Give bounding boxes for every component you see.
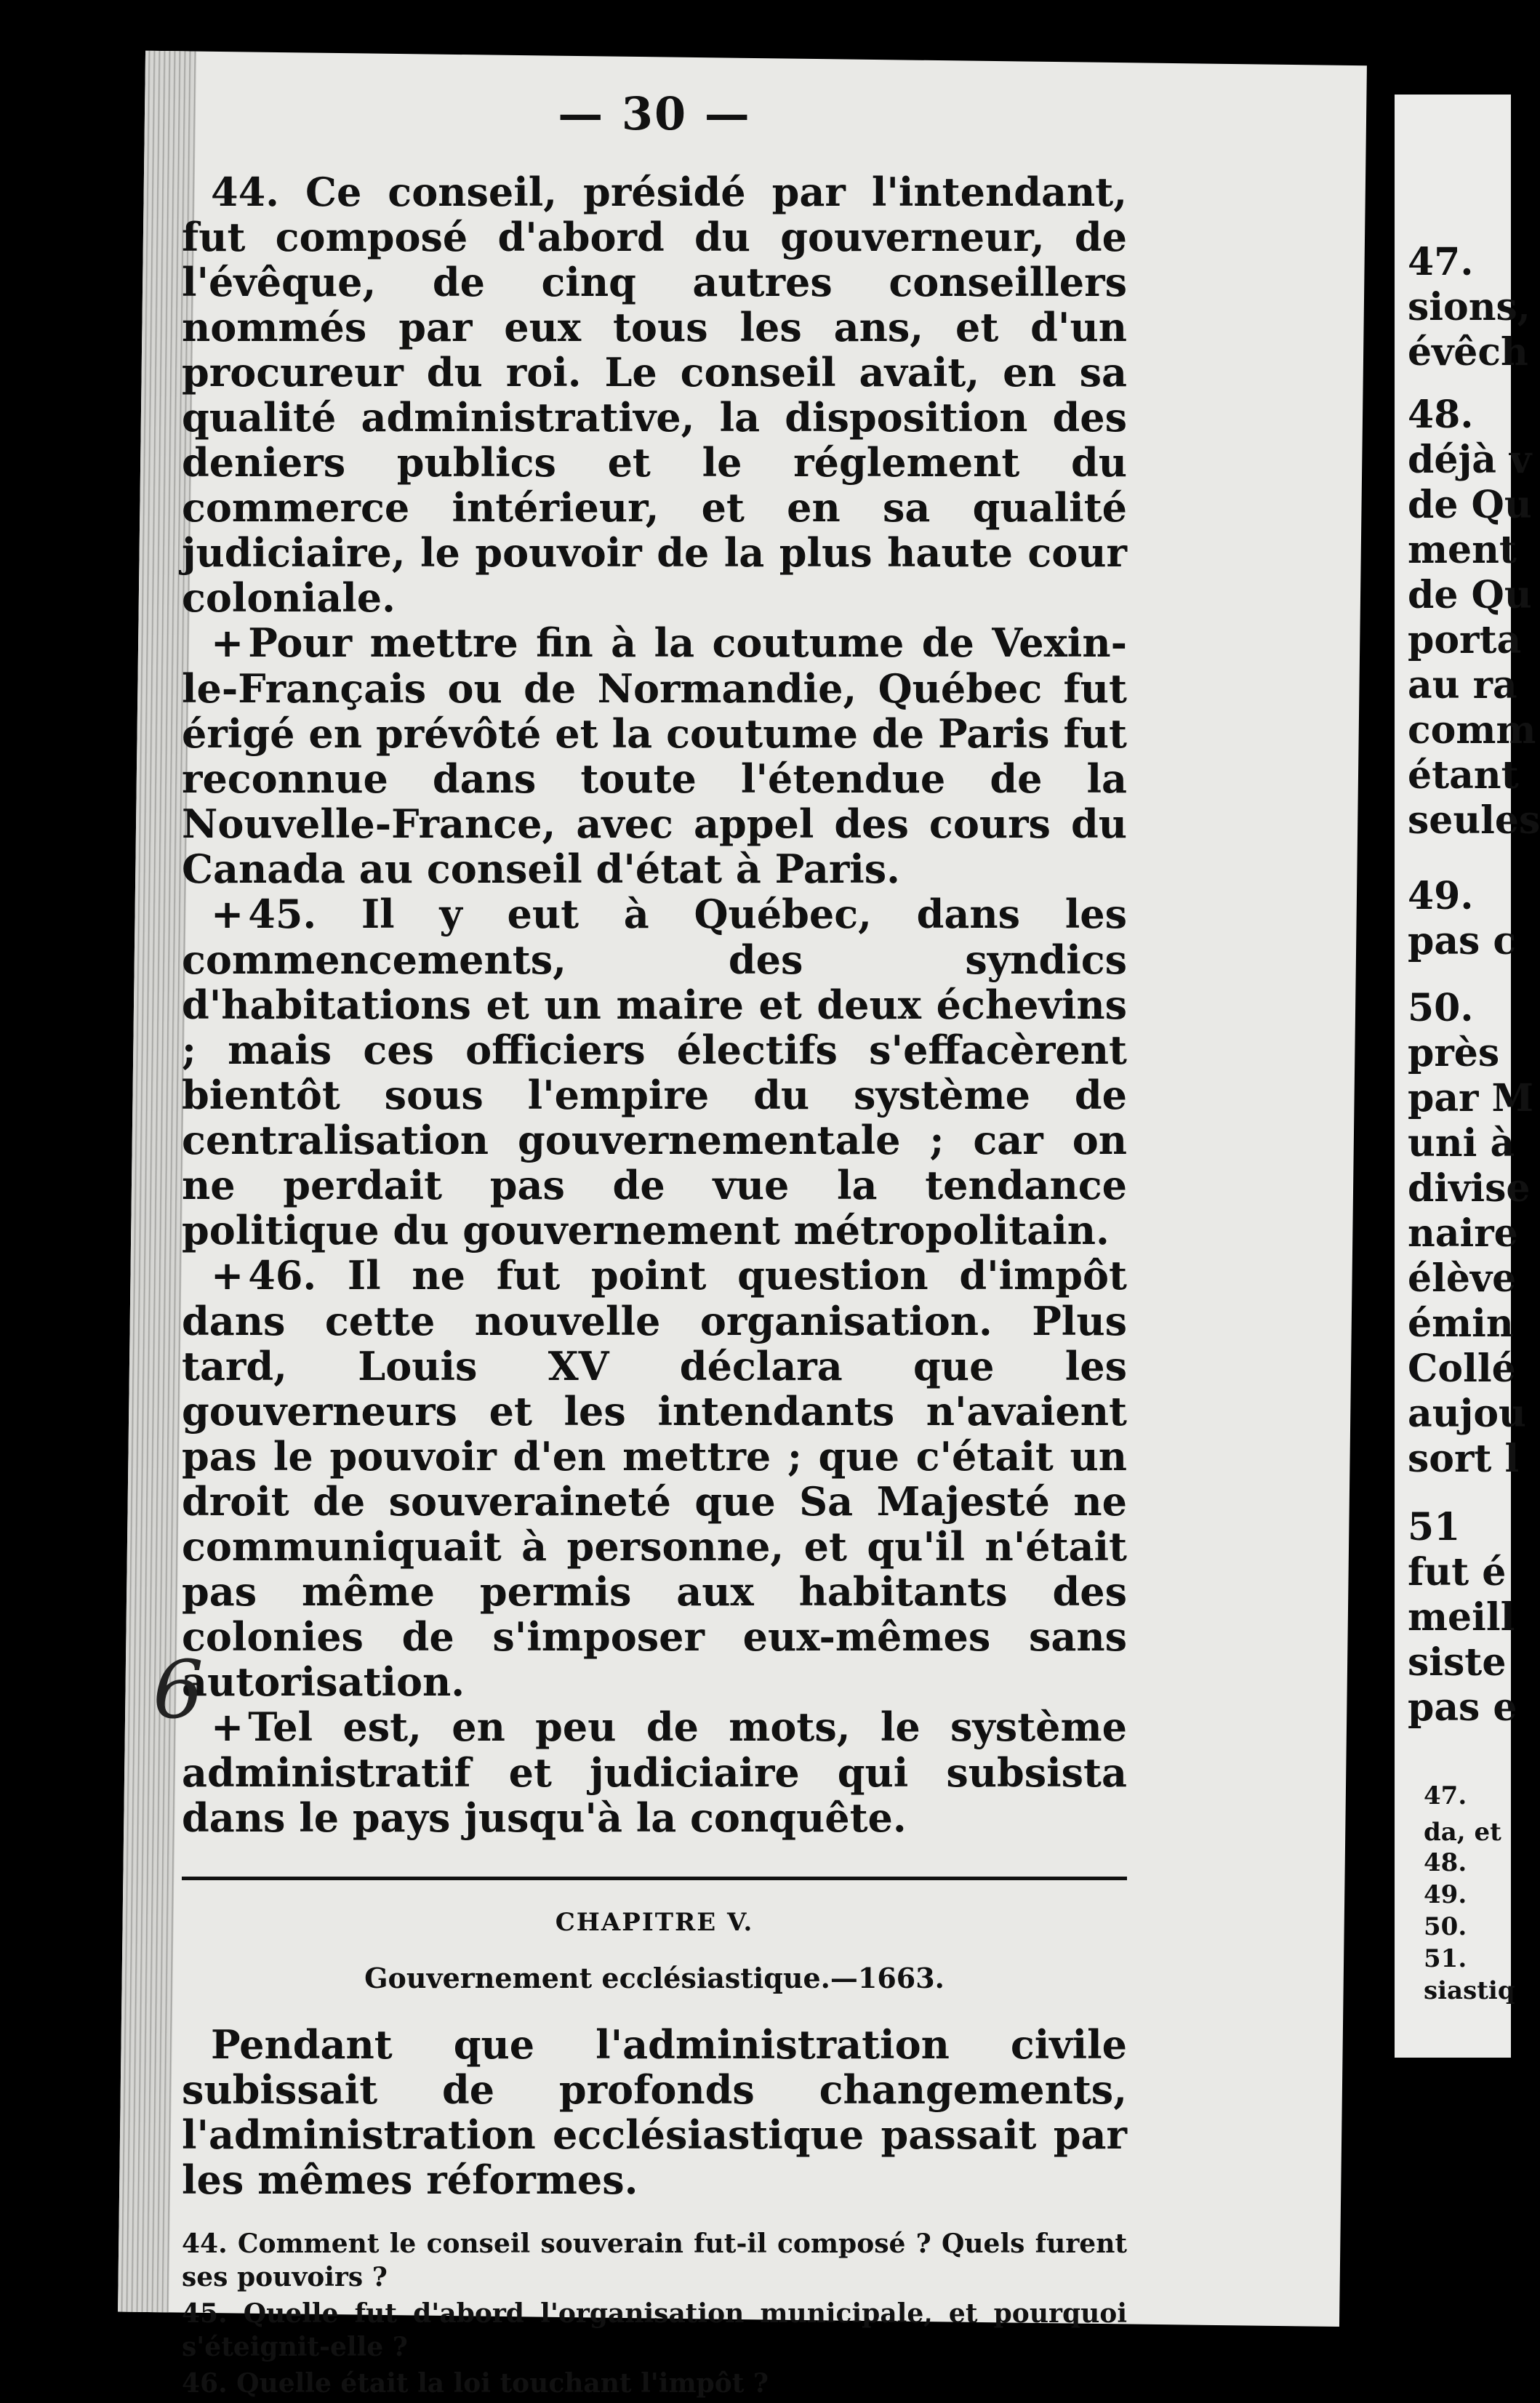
paragraph-text: Pour mettre fin à la coutume de Vexin-le-Français ou de Normandie, Québec fut érigé en prévôté et la coutume de Paris fut reconnue dans toute l'étendue de la Nouvelle-France, avec appel des cours du Canada au conseil d'état à Paris.	[182, 619, 1127, 892]
facing-page-line: émin	[1408, 1301, 1514, 1346]
facing-page-line: fut é	[1408, 1550, 1507, 1594]
intro-paragraph: Pendant que l'administration civile subissait de profonds changements, l'administration ecclésiastique passait par les mêmes réformes.	[182, 2021, 1127, 2203]
paragraph-number: 45.	[248, 891, 317, 937]
facing-page-line: 50.	[1408, 986, 1474, 1030]
facing-page-line: de Qu	[1408, 483, 1532, 527]
paragraph-number: 46.	[248, 1252, 317, 1299]
facing-page-line: divise	[1408, 1166, 1531, 1211]
question: 45. Quelle fut d'abord l'organisation municipale, et pourquoi s'éteignit-elle ?	[182, 2298, 1127, 2362]
paragraph	[182, 891, 1127, 1253]
facing-page-line: élève	[1408, 1256, 1517, 1301]
handwritten-note: 6	[153, 1643, 204, 1736]
facing-page-line: 47.	[1408, 240, 1474, 284]
facing-page-line: Collé	[1408, 1347, 1516, 1391]
handwritten-mark: +	[211, 891, 244, 937]
facing-page-question-line: 48.	[1424, 1848, 1467, 1877]
facing-page-line: ment	[1408, 528, 1517, 572]
handwritten-mark: +	[211, 1253, 244, 1299]
facing-page-line: pas e	[1408, 1685, 1517, 1730]
facing-page-line: aujou	[1408, 1392, 1526, 1436]
facing-page-line: uni à	[1408, 1121, 1515, 1166]
handwritten-mark: +	[211, 620, 244, 666]
paragraph	[182, 169, 1127, 620]
facing-page-line: de Qu	[1408, 573, 1532, 617]
page-number: — 30 —	[558, 87, 751, 140]
facing-page-line: 48.	[1408, 393, 1474, 437]
paragraph	[182, 620, 1127, 891]
page-content	[182, 87, 1127, 2403]
facing-page-question-line: siastiq	[1424, 1976, 1515, 2005]
facing-page-fragment	[1395, 95, 1540, 2058]
facing-page-line: pas c	[1408, 919, 1517, 963]
paragraph-number: 44.	[211, 169, 279, 215]
paragraph-text: Tel est, en peu de mots, le système administratif et judiciaire qui subsista dans le pays jusqu'à la conquête.	[182, 1704, 1127, 1841]
facing-page-line: près	[1408, 1031, 1500, 1075]
facing-page-question-line: 50.	[1424, 1912, 1467, 1941]
facing-page-line: seules	[1408, 798, 1540, 843]
facing-page-line: naire	[1408, 1211, 1518, 1256]
review-questions	[182, 2227, 1127, 2400]
paragraph-text: Il y eut à Québec, dans les commencements, des syndics d'habitations et un maire et deux échevins ; mais ces officiers électifs s'effacèrent bientôt sous l'empire du système de centralisation gouvernementale ; car on ne perdait pas de vue la tendance politique du gouvernement métropolitain.	[182, 891, 1127, 1253]
handwritten-mark: +	[211, 1704, 244, 1750]
facing-page-line: étant	[1408, 753, 1519, 798]
facing-page-line: siste	[1408, 1640, 1507, 1685]
facing-page-question-line: 47.	[1424, 1781, 1467, 1810]
facing-page-line: déjà v	[1408, 438, 1532, 482]
facing-page-line: évêch	[1408, 330, 1528, 374]
section-title: Gouvernement ecclésiastique.—1663.	[364, 1962, 945, 1994]
section-rule	[182, 1877, 1127, 1880]
chapter-heading: CHAPITRE V.	[555, 1908, 754, 1937]
facing-page-line: comm	[1408, 708, 1536, 753]
paragraph	[182, 1704, 1127, 1840]
paragraph	[182, 1253, 1127, 1704]
facing-page-line: porta	[1408, 618, 1522, 662]
facing-page-line: au ra	[1408, 663, 1517, 707]
paragraph-text: Ce conseil, présidé par l'intendant, fut composé d'abord du gouverneur, de l'évêque, de cinq autres conseillers nommés par eux tous les ans, et d'un procureur du roi. Le conseil avait, en sa qualité administrative, la disposition des deniers publics et le réglement du commerce intérieur, et en sa qualité judiciaire, le pouvoir de la plus haute cour coloniale.	[182, 169, 1127, 621]
facing-page-question-line: da, et	[1424, 1818, 1501, 1847]
paragraph-text: Il ne fut point question d'impôt dans cette nouvelle organisation. Plus tard, Louis XV déclara que les gouverneurs et les intendants n'avaient pas le pouvoir d'en mettre ; que c'était un droit de souveraineté que Sa Majesté ne communiquait à personne, et qu'il n'était pas même permis aux habitants des colonies de s'imposer eux-mêmes sans autorisation.	[182, 1252, 1127, 1705]
main-text	[182, 169, 1127, 1840]
facing-page-question-line: 51.	[1424, 1944, 1467, 1973]
facing-page-line: sort l	[1408, 1437, 1520, 1481]
facing-page-question-line: 49.	[1424, 1880, 1467, 1909]
question: 46. Quelle était la loi touchant l'impôt ?	[182, 2368, 769, 2399]
facing-page-line: sions,	[1408, 285, 1531, 329]
facing-page-line: 51	[1408, 1505, 1461, 1549]
facing-page-line: 49.	[1408, 874, 1474, 918]
facing-page-line: par M	[1408, 1076, 1534, 1120]
question: 44. Comment le conseil souverain fut-il composé ? Quels furent ses pouvoirs ?	[182, 2229, 1127, 2292]
facing-page-line: meill	[1408, 1595, 1515, 1640]
